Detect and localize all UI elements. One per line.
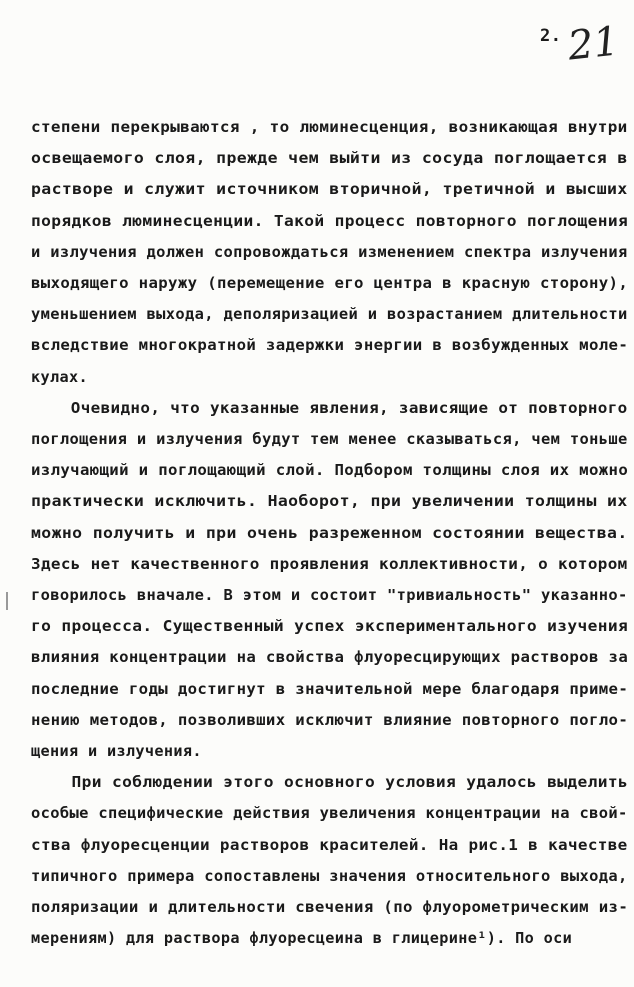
text-line: го процесса. Существенный успех экспериментального изучения <box>31 617 629 636</box>
text-line: и излучения должен сопровождаться изменением спектра излучения <box>31 242 628 261</box>
text-line: порядков люминесценции. Такой процесс повторного поглощения <box>31 211 629 230</box>
text-line: степени перекрываются , то люминесценция, возникающая внутри <box>31 118 628 136</box>
text-line: нению методов, позволивших исключит влияние повторного погло- <box>31 710 629 729</box>
text-line: излучающий и поглощающий слой. Подбором толщины слоя их можно <box>31 461 629 480</box>
text-line: можно получить и при очень разреженном состоянии вещества. <box>31 523 628 542</box>
text-line: уменьшением выхода, деполяризацией и возрастанием длительности <box>31 305 628 324</box>
text-line: щения и излучения. <box>31 742 202 760</box>
text-line: поляризации и длительности свечения (по флуорометрическим из- <box>31 898 629 916</box>
text-line: Здесь нет качественного проявления коллективности, о котором <box>31 554 628 573</box>
text-line: говорилось вначале. В этом и состоит "тривиальность" указанно- <box>31 586 628 604</box>
text-line: практически исключить. Наоборот, при увеличении толщины их <box>31 492 628 511</box>
text-line: кулах. <box>31 367 88 386</box>
margin-mark <box>6 592 8 610</box>
text-line: мерениям) для раствора флуоресцеина в глицерине¹). По оси <box>31 929 573 948</box>
text-line: ства флуоресценции растворов красителей. На рис.1 в качестве <box>31 835 628 854</box>
text-line: поглощения и излучения будут тем менее сказываться, чем тоньше <box>31 430 628 448</box>
page-number: 2. <box>540 26 562 46</box>
text-line: При соблюдении этого основного условия удалось выделить <box>31 773 629 792</box>
text-line: последние годы достигнут в значительной мере благодаря приме- <box>31 679 629 698</box>
text-line: особые специфические действия увеличения концентрации на свой- <box>31 804 628 823</box>
text-line: Очевидно, что указанные явления, зависящие от повторного <box>31 398 628 417</box>
text-line: влияния концентрации на свойства флуоресцирующих растворов за <box>31 648 629 667</box>
text-line: освещаемого слоя, прежде чем выйти из сосуда поглощается в <box>31 149 628 168</box>
text-line: вследствие многократной задержки энергии в возбужденных моле- <box>31 336 629 355</box>
text-line: типичного примера сопоставлены значения относительного выхода, <box>31 866 628 885</box>
handwritten-page-number: 21 <box>565 18 622 70</box>
text-line: растворе и служит источником вторичной, третичной и высших <box>31 180 628 199</box>
text-line: выходящего наружу (перемещение его центра в красную сторону), <box>31 274 629 292</box>
